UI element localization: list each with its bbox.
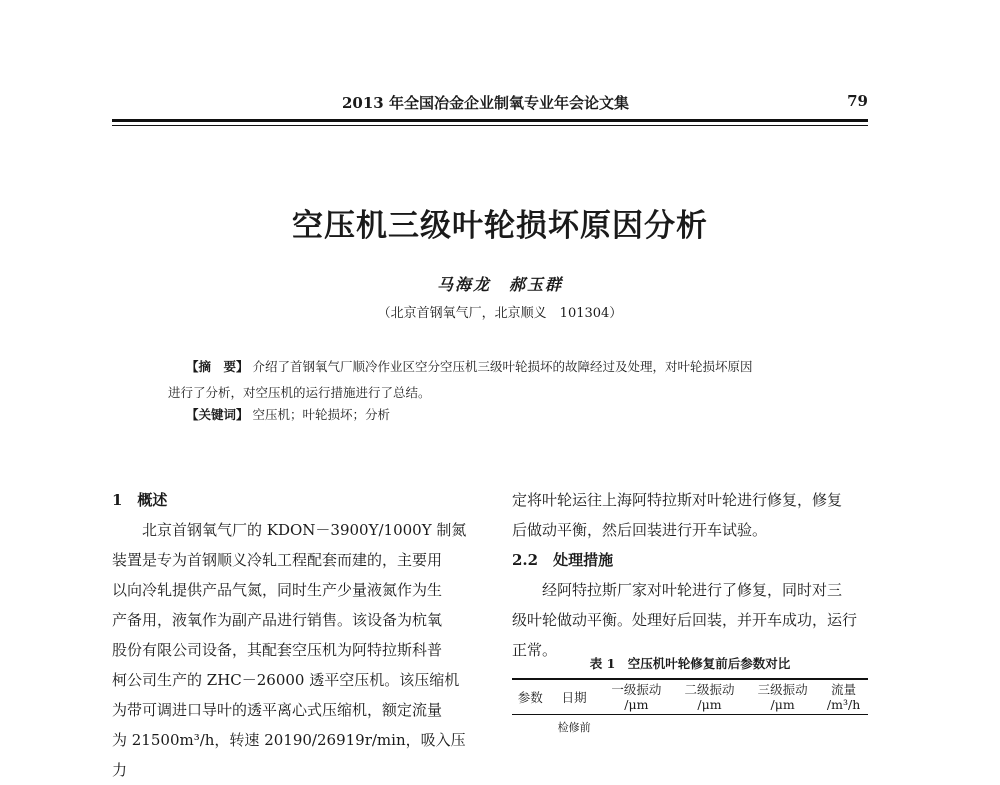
body-line: 柯公司生产的 ZHC－26000 透平空压机。该压缩机 bbox=[112, 671, 460, 689]
table-cell bbox=[673, 715, 746, 737]
left-column bbox=[112, 485, 477, 785]
body-line: 定将叶轮运往上海阿特拉斯对叶轮进行修复，修复 bbox=[512, 491, 843, 509]
body-line: 装置是专为首钢顺义冷轧工程配套而建的，主要用 bbox=[112, 551, 443, 569]
keywords-label: 【关键词】 bbox=[186, 407, 249, 422]
table-header-cell: 二级振动 /μm bbox=[673, 679, 746, 715]
body-line: 股份有限公司设备，其配套空压机为阿特拉斯科普 bbox=[112, 641, 443, 659]
header-rule-thick bbox=[112, 119, 868, 122]
abstract-text-2: 进行了分析，对空压机的运行措施进行了总结。 bbox=[168, 385, 431, 400]
body-line: 级叶轮做动平衡。处理好后回装，并开车成功，运行 bbox=[512, 611, 858, 629]
abstract-text-1: 介绍了首钢氧气厂顺冷作业区空分空压机三级叶轮损坏的故障经过及处理，对叶轮损坏原因 bbox=[252, 359, 753, 374]
journal-title: 2013 年全国冶金企业制氧专业年会论文集 bbox=[342, 94, 629, 112]
keywords bbox=[186, 405, 390, 423]
section-heading-2-2: 2.2 处理措施 bbox=[512, 551, 614, 569]
article-title: 空压机三级叶轮损坏原因分析 bbox=[292, 208, 708, 244]
page-number: 79 bbox=[847, 92, 868, 110]
running-header bbox=[112, 92, 868, 118]
abstract bbox=[168, 354, 838, 406]
table-cell bbox=[746, 715, 819, 737]
keywords-text: 空压机；叶轮损坏；分析 bbox=[252, 407, 391, 422]
body-line: 为带可调进口导叶的透平离心式压缩机，额定流量 bbox=[112, 701, 443, 719]
section-heading-1: 1 概述 bbox=[112, 491, 168, 509]
table-cell bbox=[512, 715, 549, 737]
right-column bbox=[512, 485, 868, 665]
table-header-cell: 一级振动 /μm bbox=[600, 679, 673, 715]
body-line: 后做动平衡，然后回装进行开车试验。 bbox=[512, 521, 768, 539]
table-header-row bbox=[512, 679, 868, 715]
body-line: 经阿特拉斯厂家对叶轮进行了修复，同时对三 bbox=[542, 581, 843, 599]
body-line: 北京首钢氧气厂的 KDON－3900Y/1000Y 制氮 bbox=[142, 521, 467, 539]
body-line: 正常。 bbox=[512, 641, 558, 659]
body-line: 以向冷轧提供产品气氮，同时生产少量液氮作为生 bbox=[112, 581, 443, 599]
table-caption: 表 1 空压机叶轮修复前后参数对比 bbox=[589, 656, 791, 671]
abstract-line-1 bbox=[168, 354, 838, 380]
abstract-label: 【摘 要】 bbox=[186, 359, 249, 374]
table-cell: 检修前 bbox=[557, 721, 591, 734]
authors: 马海龙 郝玉群 bbox=[436, 275, 563, 294]
comparison-table bbox=[512, 678, 868, 736]
table-header-cell: 流量 /m³/h bbox=[819, 679, 868, 715]
table-cell bbox=[600, 715, 673, 737]
affiliation: （北京首钢氧气厂，北京顺义 101304） bbox=[377, 306, 623, 321]
table-cell bbox=[819, 715, 868, 737]
body-line: 为 21500m³/h，转速 20190/26919r/min，吸入压力 bbox=[112, 731, 466, 779]
body-line: 产备用，液氧作为副产品进行销售。该设备为杭氧 bbox=[112, 611, 443, 629]
table-header-cell: 日期 bbox=[549, 679, 600, 715]
table-header-cell: 参数 bbox=[512, 679, 549, 715]
table-header-cell: 三级振动 /μm bbox=[746, 679, 819, 715]
table-row bbox=[512, 715, 868, 737]
header-rule-thin bbox=[112, 125, 868, 126]
